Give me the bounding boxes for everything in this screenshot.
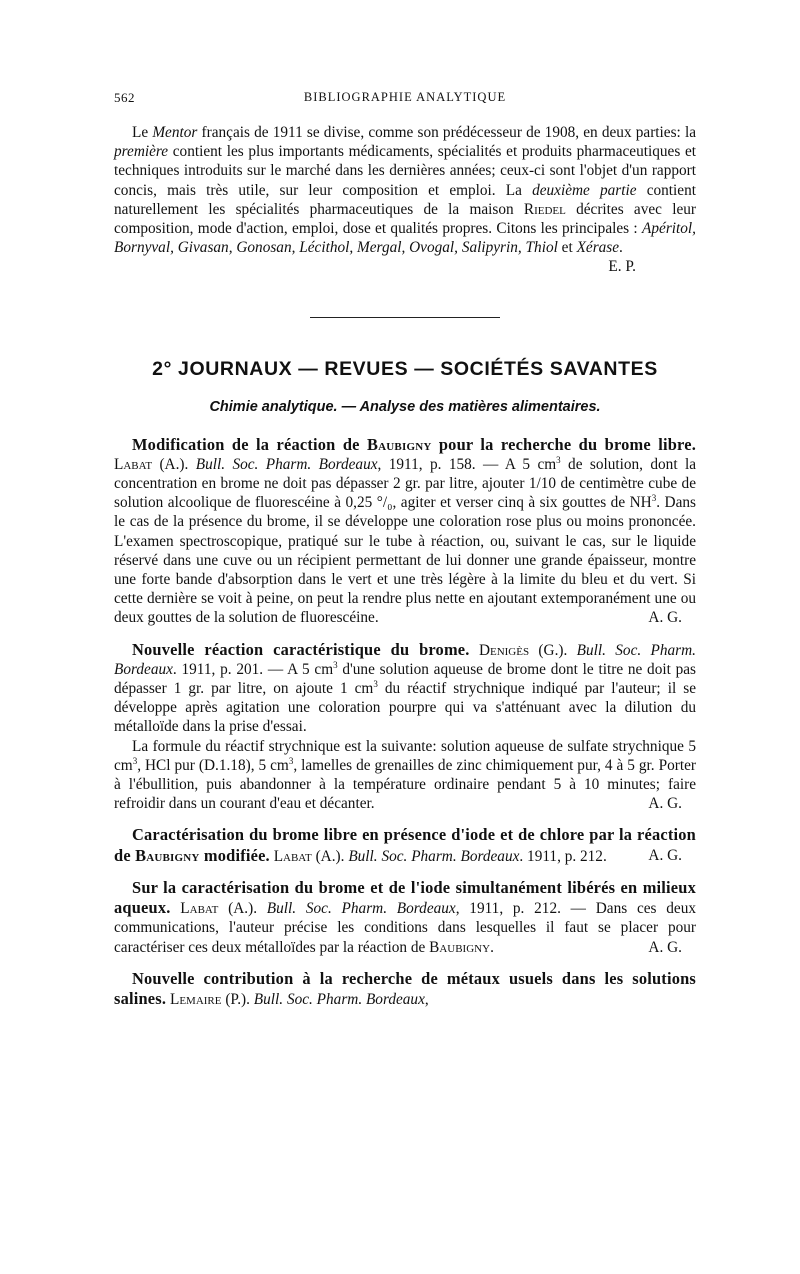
intro-text: . (619, 239, 623, 257)
intro-text: français de 1911 se divise, comme son prédécesseur de 1908, en deux parties: la (197, 124, 696, 141)
article-2-paragraph-2: La formule du réactif strychnique est la suivante: solution aqueuse de sulfate strychnique 5 $cm^3$, HCl pur (D.1.18), 5 $cm^3$, lamelles de grenailles de zinc chimiquement pur, 4 à 5 gr. Porter à l'ébullition, puis abandonner à la température ordinaire pendant 5 à 10 minutes; faire refroidir dans un courant d'eau et décanter. A. G. (114, 737, 696, 813)
running-head (114, 90, 696, 110)
subsection-heading: Chimie analytique. — Analyse des matières alimentaires. (209, 398, 601, 415)
page (114, 90, 696, 1009)
article-5-journal: Bull. Soc. Pharm. Bordeaux (253, 990, 425, 1008)
article-2-signature: A. G. (648, 795, 682, 813)
article-3-author: Labat (273, 847, 312, 865)
intro-mentor: Mentor (152, 124, 198, 141)
article-2: Nouvelle réaction caractéristique du brome. Denigès (G.). Bull. Soc. Pharm. Bordeaux. 1911, p. 201. — A 5 $cm^3$ d'une solution aqueuse de brome dont le titre ne doit pas dépasser 1 gr. par litre, on ajoute 1 $cm^3$ du réactif strychnique indiqué par l'auteur; il se développe après agitation une coloration pourpre qui va s'atténuant avec la dilution du métalloïde dans la prise d'essai. (114, 639, 697, 736)
article-1-signature: A. G. (648, 609, 682, 627)
article-2-journal: Bull. Soc. Pharm. Bordeaux (114, 641, 696, 678)
section-heading: 2° JOURNAUX — REVUES — SOCIÉTÉS SAVANTES (152, 357, 658, 380)
article-4: Sur la caractérisation du brome et de l'iode simultanément libérés en milieux aqueux. Labat (A.). Bull. Soc. Pharm. Bordeaux, 1911, p. 212. — Dans ces deux communications, l'auteur précise les conditions dans lesquelles il faut se placer pour caractériser ces deux métalloïdes par la réaction de Baubigny. A. G. (114, 877, 696, 956)
intro-text: contient les plus importants médicaments, spécialités et produits pharmaceutiques et techniques introduits sur le marché dans les dernières années; ceux-ci sont l'objet d'un rapport concis, mais très utile, sur leur composition et emploi. La (114, 143, 696, 199)
article-3: Caractérisation du brome libre en présence d'iode et de chlore par la réaction de Baubigny modifiée. Labat (A.). Bull. Soc. Pharm. Bordeaux. 1911, p. 212. A. G. (114, 825, 696, 865)
section-divider (310, 317, 500, 318)
intro-signature: E. P. (608, 258, 636, 276)
article-5-title: Nouvelle contribution à la recherche de métaux usuels dans les solutions salines. (114, 968, 696, 1008)
article-3-signature: A. G. (648, 846, 682, 864)
intro-text: Le (132, 124, 153, 141)
article-3-journal: Bull. Soc. Pharm. Bordeaux (348, 847, 520, 865)
intro-xerase: Xérase (576, 239, 620, 257)
intro-text: décrites avec leur composition, mode d'action, emploi, dose et qualités propres. Citons les principales : (114, 200, 696, 238)
article-3-title: Caractérisation du brome libre en présence d'iode et de chlore par la réaction de Baubigny modifiée. (114, 825, 696, 865)
article-4-journal: Bull. Soc. Pharm. Bordeaux (266, 900, 456, 918)
running-title: BIBLIOGRAPHIE ANALYTIQUE (303, 90, 507, 104)
article-1-title: Modification de la réaction de Baubigny pour la recherche du brome libre. (132, 434, 696, 454)
intro-text: et (557, 239, 577, 257)
article-2-author: Denigès (478, 641, 530, 659)
intro-deuxieme: deuxième partie (532, 181, 637, 199)
intro-products: Apéritol, Bornyval, Givasan, Gonosan, Lécithol, Mergal, Ovogal, Salipyrin, Thiol (114, 220, 696, 257)
article-2-title: Nouvelle réaction caractéristique du brome. (132, 639, 470, 659)
article-5: Nouvelle contribution à la recherche de métaux usuels dans les solutions salines. Lemaire (P.). Bull. Soc. Pharm. Bordeaux, (114, 968, 696, 1008)
article-4-title: Sur la caractérisation du brome et de l'iode simultanément libérés en milieux aqueux. (114, 877, 696, 918)
intro-premiere: première (114, 143, 169, 161)
intro-text: contient naturellement les spécialités pharmaceutiques de la maison (114, 181, 696, 218)
intro-paragraph (114, 123, 696, 277)
page-number: 562 (114, 90, 135, 105)
intro-riedel: Riedel (523, 200, 566, 218)
article-1-journal: Bull. Soc. Pharm. Bordeaux (195, 455, 378, 473)
article-4-author: Labat (180, 900, 219, 918)
article-1-author: Labat (114, 455, 153, 473)
article-5-author: Lemaire (169, 990, 222, 1008)
article-4-signature: A. G. (648, 938, 682, 956)
article-1: Modification de la réaction de Baubigny pour la recherche du brome libre. Labat (A.). Bull. Soc. Pharm. Bordeaux, 1911, p. 158. — A 5 $cm^3$ de solution, dont la concentration en brome ne doit pas dépasser 2 gr. par litre, ajouter 1/10 de centimètre cube de solution alcoolique de fluorescéine à 0,25 °/₀, agiter et verser cinq à six gouttes de $NH^3$. Dans le cas de la présence du brome, il se développe une coloration rose plus ou moins prononcée. L'examen spectroscopique, pratiqué sur le tube à réaction, ou, suivant le cas, sur le liquide réservé dans une cuve ou un récipient permettant de lui donner une grande épaisseur, montre une forte bande d'absorption dans le vert et une très légère à la limite du bleu et du vert. Si cette dernière se voit à peine, on peut la rendre plus nette en ajoutant extemporanément une ou deux gouttes de la solution de fluorescéine. A. G. (114, 434, 697, 627)
